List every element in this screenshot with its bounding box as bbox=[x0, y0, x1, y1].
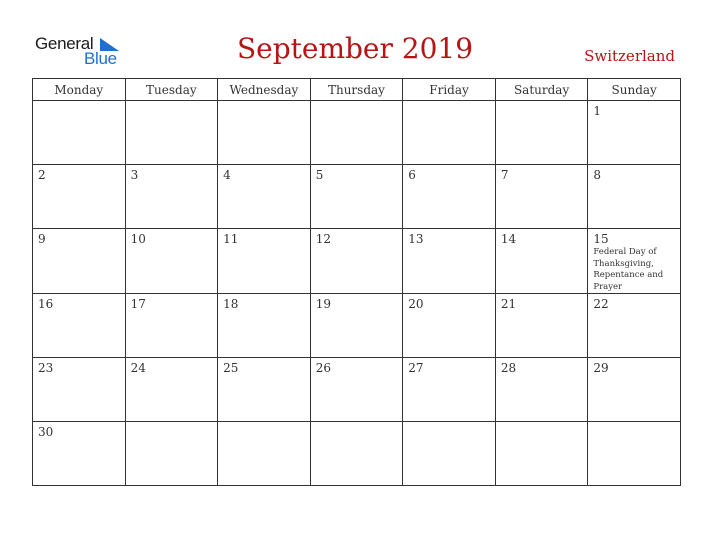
day-cell bbox=[33, 165, 126, 229]
day-cell bbox=[403, 422, 496, 486]
day-number: 9 bbox=[38, 232, 46, 246]
day-cell bbox=[310, 229, 403, 294]
day-cell bbox=[588, 422, 681, 486]
day-number: 8 bbox=[593, 168, 602, 182]
day-number bbox=[311, 101, 403, 104]
weekday-header-saturday: Saturday bbox=[495, 79, 588, 101]
day-cell bbox=[125, 229, 218, 294]
day-number: 20 bbox=[408, 297, 424, 311]
day-number: 16 bbox=[38, 297, 54, 311]
day-number bbox=[218, 422, 310, 425]
day-cell bbox=[125, 101, 218, 165]
day-cell bbox=[495, 229, 588, 294]
day-number bbox=[311, 422, 403, 425]
day-cell bbox=[588, 229, 681, 294]
day-cell bbox=[218, 294, 311, 358]
day-number: 5 bbox=[315, 168, 324, 182]
day-number: 12 bbox=[315, 232, 331, 246]
day-cell bbox=[310, 358, 403, 422]
day-cell bbox=[218, 165, 311, 229]
weekday-header-friday: Friday bbox=[403, 79, 496, 101]
weekday-header-monday: Monday bbox=[33, 79, 126, 101]
day-cell bbox=[218, 358, 311, 422]
day-cell bbox=[588, 165, 681, 229]
day-cell bbox=[403, 294, 496, 358]
day-number: 19 bbox=[315, 297, 331, 311]
day-cell bbox=[125, 358, 218, 422]
week-row bbox=[33, 422, 681, 486]
calendar-body bbox=[33, 101, 681, 486]
day-cell bbox=[588, 101, 681, 165]
day-number bbox=[588, 422, 680, 425]
day-number: 30 bbox=[38, 425, 54, 439]
day-cell bbox=[33, 422, 126, 486]
day-number: 23 bbox=[38, 361, 54, 375]
day-number bbox=[126, 422, 218, 425]
day-cell bbox=[495, 101, 588, 165]
day-cell bbox=[588, 294, 681, 358]
day-number bbox=[33, 101, 125, 104]
day-cell bbox=[33, 358, 126, 422]
day-number bbox=[403, 101, 495, 104]
day-number: 2 bbox=[38, 168, 46, 182]
calendar-title: September 2019 bbox=[236, 32, 474, 65]
day-number: 7 bbox=[500, 168, 509, 182]
day-cell bbox=[403, 229, 496, 294]
day-number: 25 bbox=[223, 361, 239, 375]
day-cell bbox=[495, 294, 588, 358]
day-number bbox=[496, 101, 588, 104]
week-row bbox=[33, 294, 681, 358]
day-cell bbox=[588, 358, 681, 422]
day-number: 6 bbox=[408, 168, 416, 182]
weekday-header-wednesday: Wednesday bbox=[218, 79, 311, 101]
day-cell bbox=[125, 422, 218, 486]
day-cell bbox=[125, 165, 218, 229]
day-number: 3 bbox=[130, 168, 139, 182]
day-cell bbox=[310, 101, 403, 165]
country-label: Switzerland bbox=[584, 47, 675, 65]
weekday-header-tuesday: Tuesday bbox=[125, 79, 218, 101]
day-number bbox=[496, 422, 588, 425]
day-cell bbox=[218, 229, 311, 294]
day-number: 22 bbox=[593, 297, 609, 311]
day-cell bbox=[495, 422, 588, 486]
logo-text-blue: Blue bbox=[84, 49, 117, 68]
day-cell bbox=[403, 101, 496, 165]
weekday-header-thursday: Thursday bbox=[310, 79, 403, 101]
day-number bbox=[126, 101, 218, 104]
day-cell bbox=[218, 101, 311, 165]
week-row bbox=[33, 229, 681, 294]
day-number bbox=[403, 422, 495, 425]
weekday-header-row bbox=[33, 79, 681, 101]
weekday-header-sunday: Sunday bbox=[588, 79, 681, 101]
day-number: 28 bbox=[500, 361, 517, 375]
brand-logo bbox=[35, 34, 125, 70]
day-number: 15 bbox=[593, 232, 609, 246]
week-row bbox=[33, 165, 681, 229]
day-number: 13 bbox=[408, 232, 424, 246]
day-number: 4 bbox=[223, 168, 231, 182]
day-number: 26 bbox=[315, 361, 331, 375]
day-number: 24 bbox=[130, 361, 146, 375]
week-row bbox=[33, 101, 681, 165]
day-number: 29 bbox=[593, 361, 609, 375]
day-cell bbox=[125, 294, 218, 358]
day-cell bbox=[33, 101, 126, 165]
day-number: 14 bbox=[500, 232, 517, 246]
logo-text-general: General bbox=[35, 34, 94, 53]
day-cell bbox=[310, 422, 403, 486]
day-cell bbox=[495, 358, 588, 422]
day-cell bbox=[403, 358, 496, 422]
holiday-label: Federal Day of Thanksgiving, Repentance and Prayer bbox=[593, 247, 664, 292]
day-cell bbox=[495, 165, 588, 229]
day-cell bbox=[33, 294, 126, 358]
calendar-grid bbox=[32, 78, 681, 486]
week-row bbox=[33, 358, 681, 422]
day-number: 18 bbox=[223, 297, 239, 311]
day-cell bbox=[33, 229, 126, 294]
day-cell bbox=[403, 165, 496, 229]
day-number: 21 bbox=[500, 297, 517, 311]
day-cell bbox=[218, 422, 311, 486]
day-cell bbox=[310, 294, 403, 358]
day-number bbox=[218, 101, 310, 104]
day-cell bbox=[310, 165, 403, 229]
day-number: 10 bbox=[130, 232, 146, 246]
day-number: 11 bbox=[223, 232, 239, 246]
day-number: 1 bbox=[593, 104, 602, 118]
day-number: 27 bbox=[408, 361, 424, 375]
day-number: 17 bbox=[130, 297, 146, 311]
